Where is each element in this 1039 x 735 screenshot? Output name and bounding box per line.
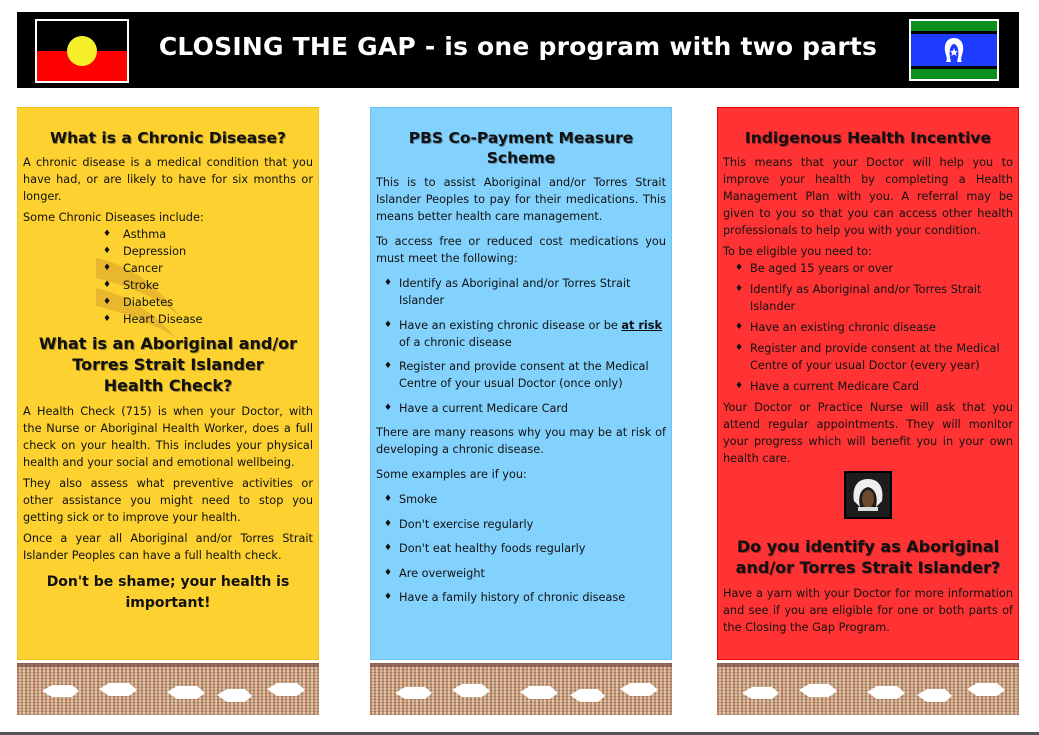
incentive-requirements-list [723, 260, 1013, 395]
yarn-para: Have a yarn with your Doctor for more information and see if you are eligible for one or both parts of the Closing the Gap Program. [723, 586, 1013, 634]
list-item: ♦ Depression [103, 243, 313, 260]
title-banner [17, 12, 1019, 88]
once-a-year-para: Once a year all Aboriginal and/or Torres Strait Islander Peoples can have a full health check. [23, 531, 313, 562]
list-item: ♦ Don't exercise regularly [376, 516, 666, 533]
list-item: ♦ Have an existing chronic disease [723, 319, 1013, 336]
indigenous-health-incentive-panel [717, 107, 1019, 660]
diseases-list-label: Some Chronic Diseases include: [23, 211, 204, 225]
pbs-requirements-list [376, 275, 666, 417]
list-item: ♦ Heart Disease [103, 311, 313, 328]
at-risk-emphasis: at risk [621, 318, 663, 332]
list-item: ♦ Smoke [376, 491, 666, 508]
list-item [376, 317, 666, 351]
pbs-intro: This is to assist Aboriginal and/or Torres Strait Islander Peoples to pay for their medications. This means better health care management. [376, 176, 666, 224]
list-item: ♦ Identify as Aboriginal and/or Torres Strait Islander [723, 281, 1013, 315]
incentive-heading: Indigenous Health Incentive [744, 129, 992, 147]
torres-strait-islander-flag-icon [909, 19, 999, 81]
requirement-text: Have an existing chronic disease or be [399, 318, 622, 332]
list-item: ♦ Cancer [103, 260, 313, 277]
list-item: ♦ Asthma [103, 226, 313, 243]
dont-be-shame-callout [23, 572, 313, 614]
health-check-para: A Health Check (715) is when your Doctor, with the Nurse or Aboriginal Health Worker, does a full check on your health. This includes your physical health and your social and emotional wellbeing. [23, 404, 313, 469]
list-item: ♦ Have a family history of chronic disease [376, 589, 666, 606]
callout-line: important! [125, 594, 211, 611]
hands-artwork-strip [17, 663, 319, 715]
heading-line: and/or Torres Strait Islander? [735, 557, 1001, 577]
hands-artwork-strip [370, 663, 672, 715]
risk-reasons-para: There are many reasons why you may be at risk of developing a chronic disease. [376, 426, 666, 457]
health-check-heading [23, 334, 313, 396]
heading-line: Torres Strait Islander [72, 354, 264, 374]
chronic-disease-intro: A chronic disease is a medical condition that you have had, or are likely to have for six months or longer. [23, 156, 313, 204]
list-item: ♦ Have a current Medicare Card [723, 378, 1013, 395]
diseases-list [23, 226, 313, 328]
examples-label: Some examples are if you: [376, 468, 527, 482]
list-item: ♦ Identify as Aboriginal and/or Torres Strait Islander [376, 275, 666, 309]
list-item: ♦ Register and provide consent at the Medical Centre of your usual Doctor (once only) [376, 358, 666, 392]
heading-line: What is an Aboriginal and/or [38, 334, 298, 354]
eligible-label: To be eligible you need to: [723, 245, 872, 259]
list-item: ♦ Are overweight [376, 565, 666, 582]
chronic-disease-heading: What is a Chronic Disease? [50, 129, 286, 147]
pbs-requirements-label: To access free or reduced cost medications you must meet the following: [376, 235, 666, 266]
identify-heading [723, 537, 1013, 579]
list-item: ♦ Stroke [103, 277, 313, 294]
headdress-icon [846, 473, 890, 517]
callout-line: Don't be shame; your health is [46, 573, 290, 590]
white-hands-icon [370, 663, 672, 715]
pbs-heading: PBS Co-Payment Measure Scheme [408, 129, 634, 168]
list-item: ♦ Diabetes [103, 294, 313, 311]
dhari-headdress-icon [943, 37, 965, 63]
pbs-co-payment-panel [370, 107, 672, 660]
aboriginal-flag-icon [35, 19, 129, 83]
list-item: ♦ Don't eat healthy foods regularly [376, 540, 666, 557]
requirement-text: of a chronic disease [399, 335, 512, 349]
dhari-portrait-image [844, 471, 892, 519]
heading-line: Health Check? [103, 375, 233, 395]
banner-title: CLOSING THE GAP - is one program with two parts [158, 32, 878, 61]
risk-examples-list [376, 491, 666, 606]
heading-line: Do you identify as Aboriginal [736, 537, 1000, 557]
list-item: ♦ Be aged 15 years or over [723, 260, 1013, 277]
hands-artwork-strip [717, 663, 1019, 715]
preventive-para: They also assess what preventive activities or other assistance you might need to stop you getting sick or to improve your health. [23, 476, 313, 524]
list-item: ♦ Have a current Medicare Card [376, 400, 666, 417]
incentive-intro: This means that your Doctor will help you to improve your health by completing a Health Management Plan with you. A referral may be given to you so that you can access other health professionals to help you with your condition. [723, 156, 1013, 238]
appointments-para: Your Doctor or Practice Nurse will ask that you attend regular appointments. They will monitor your progress which will benefit you in your own health care. [723, 401, 1013, 466]
white-hands-icon [17, 663, 319, 715]
white-hands-icon [717, 663, 1019, 715]
chronic-disease-panel [17, 107, 319, 660]
list-item: ♦ Register and provide consent at the Medical Centre of your usual Doctor (every year) [723, 340, 1013, 374]
